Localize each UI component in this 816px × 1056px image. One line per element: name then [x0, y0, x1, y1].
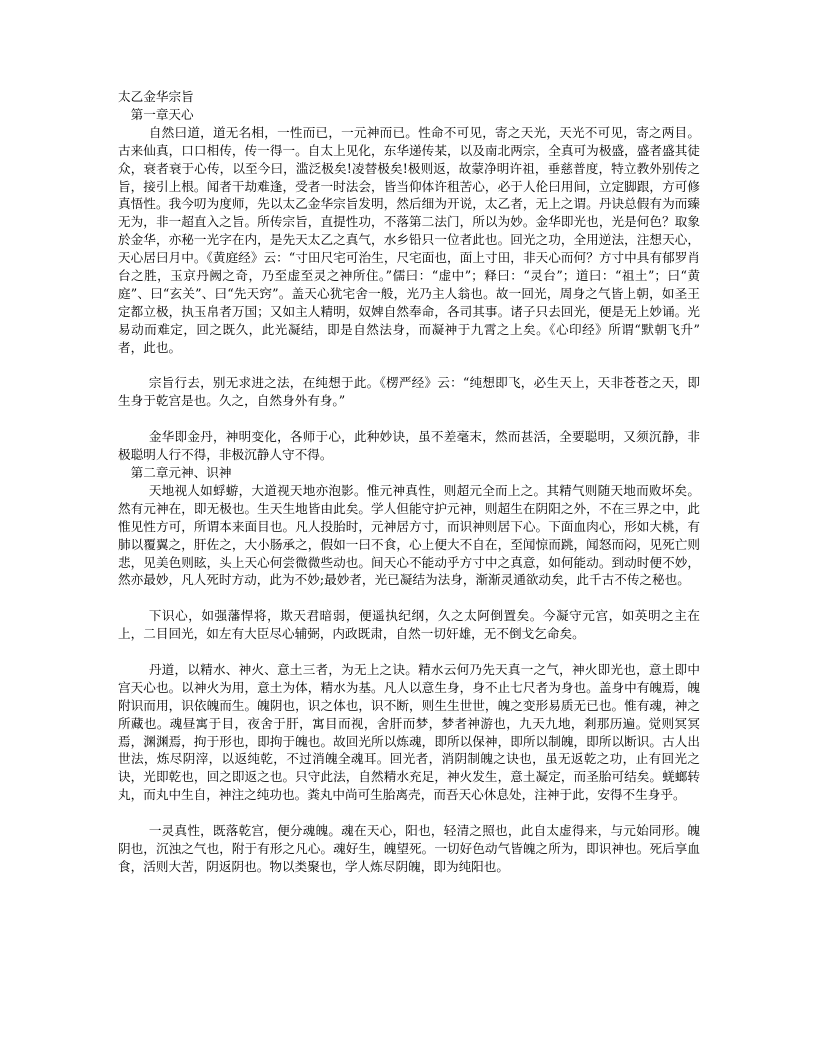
- chapter-heading-2: 第二章元神、识神: [130, 465, 232, 480]
- document-content: [118, 88, 700, 876]
- page-title: 太乙金华宗旨: [118, 89, 194, 104]
- paragraph-2-3: 丹道，以精水、神火、意土三者，为无上之诀。精水云何乃先天真一之气，神火即光也，意土即中宫天心也。以神火为用，意土为体，精水为基。凡人以意生身，身不止七尺者为身也。盖身中有魄焉，魄附识而用，识依魄而生。魄阴也，识之体也，识不断，则生生世世，魄之变形易质无已也。惟有魂，神之所藏也。魂昼寓于目，夜舍于肝，寓目而视，舍肝而梦，梦者神游也，九天九地，剎那历遍。觉则冥冥焉，渊渊焉，拘于形也，即拘于魄也。故回光所以炼魂，即所以保神，即所以制魄，即所以断识。古人出世法，炼尽阴滓，以返纯乾，不过消魄全魂耳。回光者，消阴制魄之诀也，虽无返乾之功，止有回光之诀，光即乾也，回之即返之也。只守此法，自然精水充足，神火发生，意土凝定，而圣胎可结矣。蜣螂转丸，而丸中生自，神注之纯功也。粪丸中尚可生胎离壳，而吾天心休息处，注神于此，安得不生身乎。: [118, 661, 700, 803]
- paragraph-2-4: 一灵真性，既落乾宫，便分魂魄。魂在天心，阳也，轻清之照也，此自太虚得来，与元始同形。魄阴也，沉浊之气也，附于有形之凡心。魂好生，魄望死。一切好色动气皆魄之所为，即识神也。死后享血食，活则大苦，阴返阴也。物以类聚也，学人炼尽阴魄，即为纯阳也。: [118, 823, 700, 874]
- paragraph-1-2: 宗旨行去，别无求进之法，在纯想于此。《楞严经》云：“纯想即飞，必生天上，天非苍苍之天，即生身于乾宫是也。久之，自然身外有身。”: [118, 375, 700, 409]
- paragraph-2-1: 天地视人如蜉蝣，大道视天地亦泡影。惟元神真性，则超元全而上之。其精气则随天地而败坏矣。然有元神在，即无极也。生天生地皆由此矣。学人但能守护元神，则超生在阴阳之外，不在三界之中，此惟见性方可，所谓本来面目也。凡人投胎时，元神居方寸，而识神则居下心。下面血肉心，形如大桃，有肺以覆翼之，肝佐之，大小肠承之，假如一曰不食，心上便大不自在，至闻惊而跳，闻怒而闷，见死亡则悲，见美色则眩，头上天心何尝微微些动也。间天心不能动乎方寸中之真意，如何能动。到动时便不妙，然亦最妙，凡人死时方动，此为不妙;最妙者，光已凝结为法身，渐渐灵通欲动矣，此千古不传之秘也。: [118, 482, 700, 588]
- chapter-heading-1: 第一章天心: [130, 106, 194, 122]
- paragraph-2-2: 下识心，如强藩悍将，欺天君暗弱，便遥执纪纲，久之太阿倒置矣。今凝守元宫，如英明之主在上，二目回光，如左有大臣尽心辅弼，内政既肃，自然一切奸雄，无不倒戈乞命矣。: [118, 608, 700, 642]
- paragraph-1-1: 自然曰道，道无名相，一性而已，一元神而已。性命不可见，寄之天光，天光不可见，寄之两目。古来仙真，口口相传，传一得一。自太上见化，东华递传某，以及南北两宗，全真可为极盛，盛者盛其徒众，衰者衰于心传，以至今曰，滥泛极矣!凌替极矣!极则返，故蒙净明许祖，垂慈普度，特立教外别传之旨，接引上根。闻者干劫难逢，受者一时法会，皆当仰体许租苦心，必于人伦曰用间，立定脚跟，方可修真悟性。我今叨为度师，先以太乙金华宗旨发明，然后细为开说，太乙者，无上之谓。丹诀总假有为而臻无为，非一超直入之旨。所传宗旨，直提性功，不落第二法门，所以为妙。金华即光也，光是何色？取象於金华，亦秘一光字在内，是先天太乙之真气，水乡铅只一位者此也。回光之功，全用逆法，注想天心，天心居曰月中。《黄庭经》云：“寸田尺宅可治生，尺宅面也，面上寸田，非天心而何？方寸中具有郁罗肖台之胜，玉京丹阙之奇，乃至虚至灵之神所住。”儒曰：“虚中”；释曰：“灵台”；道曰：“祖土”；曰“黄庭”、曰“玄关”、曰“先天窍”。盖天心犹宅舍一般，光乃主人翁也。故一回光，周身之气皆上朝，如圣王定都立极，执玉帛者万国；又如主人精明，奴婢自然奉命，各司其事。诸子只去回光，便是无上妙诵。光易动而难定，回之既久，此光凝结，即是自然法身，而凝神于九霄之上矣。《心印经》所谓“默朝飞升”者，此也。: [118, 124, 700, 355]
- paragraph-1-3: 金华即金丹，神明变化，各师于心，此种妙诀，虽不差毫末，然而甚活，全要聪明，又须沉静，非极聪明人行不得，非极沉静人守不得。: [118, 429, 700, 463]
